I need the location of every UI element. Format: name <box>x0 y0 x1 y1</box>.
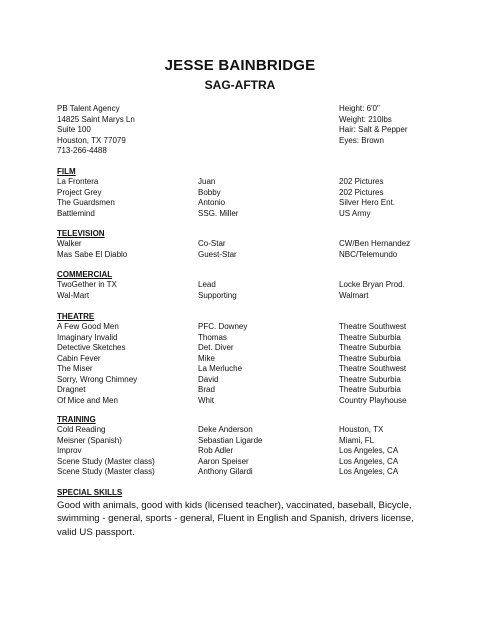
special-skills-text: Good with animals, good with kids (licensed teacher), vaccinated, baseball, Bicycle, swimming - general, sports - general, Fluent in English and Spanish, drivers license, valid US passport. <box>57 500 414 538</box>
section-commercial <box>57 270 437 301</box>
credit-company: Theatre Suburbia <box>339 332 401 342</box>
section-title-theatre: THEATRE <box>57 312 95 321</box>
credit-company: Los Angeles, CA <box>339 467 399 476</box>
credit-project: Cold Reading <box>57 425 106 434</box>
credit-row <box>57 343 437 354</box>
credit-row <box>57 291 437 302</box>
credit-row <box>57 375 437 386</box>
section-title-training: TRAINING <box>57 415 96 424</box>
credit-row <box>57 396 437 407</box>
credit-project: Mas Sabe El Diablo <box>57 249 128 259</box>
credit-row <box>57 198 437 209</box>
section-title-film: FILM <box>57 167 76 176</box>
credit-company: Theatre Suburbia <box>339 374 401 384</box>
actor-name: JESSE BAINBRIDGE <box>164 57 316 74</box>
credit-role: Guest-Star <box>198 249 237 259</box>
credit-role: PFC. Downey <box>198 322 248 331</box>
credit-project: Wal-Mart <box>57 290 90 300</box>
credit-role: Rob Adler <box>198 446 234 455</box>
credit-row <box>57 425 437 436</box>
credit-company: Los Angeles, CA <box>339 446 399 455</box>
section-film <box>57 167 437 219</box>
credit-company: 202 Pictures <box>339 177 384 186</box>
credit-company: Los Angeles, CA <box>339 456 399 466</box>
credit-row <box>57 333 437 344</box>
credit-project: The Miser <box>57 364 93 373</box>
credit-project: A Few Good Men <box>57 322 119 331</box>
agency-phone: 713-266-4488 <box>57 146 107 156</box>
commercial-credits <box>57 280 437 301</box>
agency-street: 14825 Saint Marys Ln <box>57 114 135 124</box>
credit-project: Detective Sketches <box>57 343 126 352</box>
credit-project: Project Grey <box>57 187 102 197</box>
film-credits <box>57 177 437 219</box>
credit-row <box>57 188 437 199</box>
stat-hair: Hair: Salt & Pepper <box>339 125 408 135</box>
credit-company: Theatre Southwest <box>339 364 407 373</box>
credit-row <box>57 177 437 188</box>
credit-company: Locke Bryan Prod. <box>339 280 405 289</box>
credit-role: Det. Diver <box>198 343 234 352</box>
credit-project: Meisner (Spanish) <box>57 435 122 445</box>
credit-company: Theatre Suburbia <box>339 343 401 352</box>
stat-height: Height: 6'0" <box>339 104 380 113</box>
credit-company: CW/Ben Hernandez <box>339 239 411 248</box>
credit-role: Brad <box>198 385 215 394</box>
credit-company: Theatre Suburbia <box>339 385 401 394</box>
section-title-special-skills: SPECIAL SKILLS <box>57 488 123 497</box>
credit-project: Sorry, Wrong Chimney <box>57 374 138 384</box>
stat-weight: Weight: 210lbs <box>339 114 392 124</box>
credit-row <box>57 209 437 220</box>
credit-project: La Frontera <box>57 177 99 186</box>
credit-role: Aaron Speiser <box>198 456 249 466</box>
credit-company: Theatre Suburbia <box>339 353 401 363</box>
credit-role: David <box>198 374 219 384</box>
credit-role: Thomas <box>198 332 227 342</box>
agency-contact <box>57 104 135 157</box>
television-credits <box>57 239 437 260</box>
credit-company: 202 Pictures <box>339 187 384 197</box>
section-title-television: TELEVISION <box>57 229 105 238</box>
section-special-skills <box>57 488 437 539</box>
credit-project: Battlemind <box>57 208 95 218</box>
credit-project: Cabin Fever <box>57 353 101 363</box>
credit-company: Country Playhouse <box>339 395 407 405</box>
credit-company: Houston, TX <box>339 425 384 434</box>
credit-project: Walker <box>57 239 82 248</box>
section-theatre <box>57 312 437 406</box>
credit-row <box>57 467 437 478</box>
credit-project: Dragnet <box>57 385 86 394</box>
credit-company: Miami, FL <box>339 435 375 445</box>
credit-role: La Merluche <box>198 364 243 373</box>
credit-company: Theatre Southwest <box>339 322 407 331</box>
credit-role: Sebastian Ligarde <box>198 435 263 445</box>
credit-row <box>57 280 437 291</box>
credit-row <box>57 446 437 457</box>
credit-role: Deke Anderson <box>198 425 253 434</box>
credit-role: Mike <box>198 353 215 363</box>
credit-project: The Guardsmen <box>57 198 115 207</box>
credit-role: Supporting <box>198 290 237 300</box>
credit-row <box>57 364 437 375</box>
credit-role: Antonio <box>198 198 226 207</box>
union-affiliation: SAG-AFTRA <box>204 78 276 92</box>
section-title-commercial: COMMERCIAL <box>57 270 113 279</box>
credit-row <box>57 322 437 333</box>
credit-company: Silver Hero Ent. <box>339 198 396 207</box>
credit-row <box>57 436 437 447</box>
credit-project: Of Mice and Men <box>57 395 118 405</box>
credit-role: Bobby <box>198 187 221 197</box>
physical-stats <box>339 104 407 146</box>
agency-city: Houston, TX 77079 <box>57 135 126 145</box>
stat-eyes: Eyes: Brown <box>339 135 384 145</box>
agency-name: PB Talent Agency <box>57 104 120 113</box>
credit-row <box>57 250 437 261</box>
credit-project: Improv <box>57 446 82 455</box>
credit-company: US Army <box>339 208 371 218</box>
credit-project: TwoGether in TX <box>57 280 117 289</box>
credit-role: Whit <box>198 395 214 405</box>
credit-role: Anthony Gilardi <box>198 467 253 476</box>
credit-company: NBC/Telemundo <box>339 249 398 259</box>
credit-role: Co-Star <box>198 239 226 248</box>
section-television <box>57 229 437 260</box>
credit-project: Imaginary Invalid <box>57 332 118 342</box>
credit-project: Scene Study (Master class) <box>57 467 155 476</box>
credit-company: Walmart <box>339 290 369 300</box>
credit-row <box>57 354 437 365</box>
credit-project: Scene Study (Master class) <box>57 456 155 466</box>
theatre-credits <box>57 322 437 406</box>
credit-row <box>57 385 437 396</box>
credit-row <box>57 239 437 250</box>
credit-row <box>57 457 437 468</box>
credit-role: Lead <box>198 280 216 289</box>
credit-role: Juan <box>198 177 216 186</box>
section-training <box>57 415 437 478</box>
credit-role: SSG. Miller <box>198 208 239 218</box>
agency-suite: Suite 100 <box>57 125 91 135</box>
training-list <box>57 425 437 478</box>
